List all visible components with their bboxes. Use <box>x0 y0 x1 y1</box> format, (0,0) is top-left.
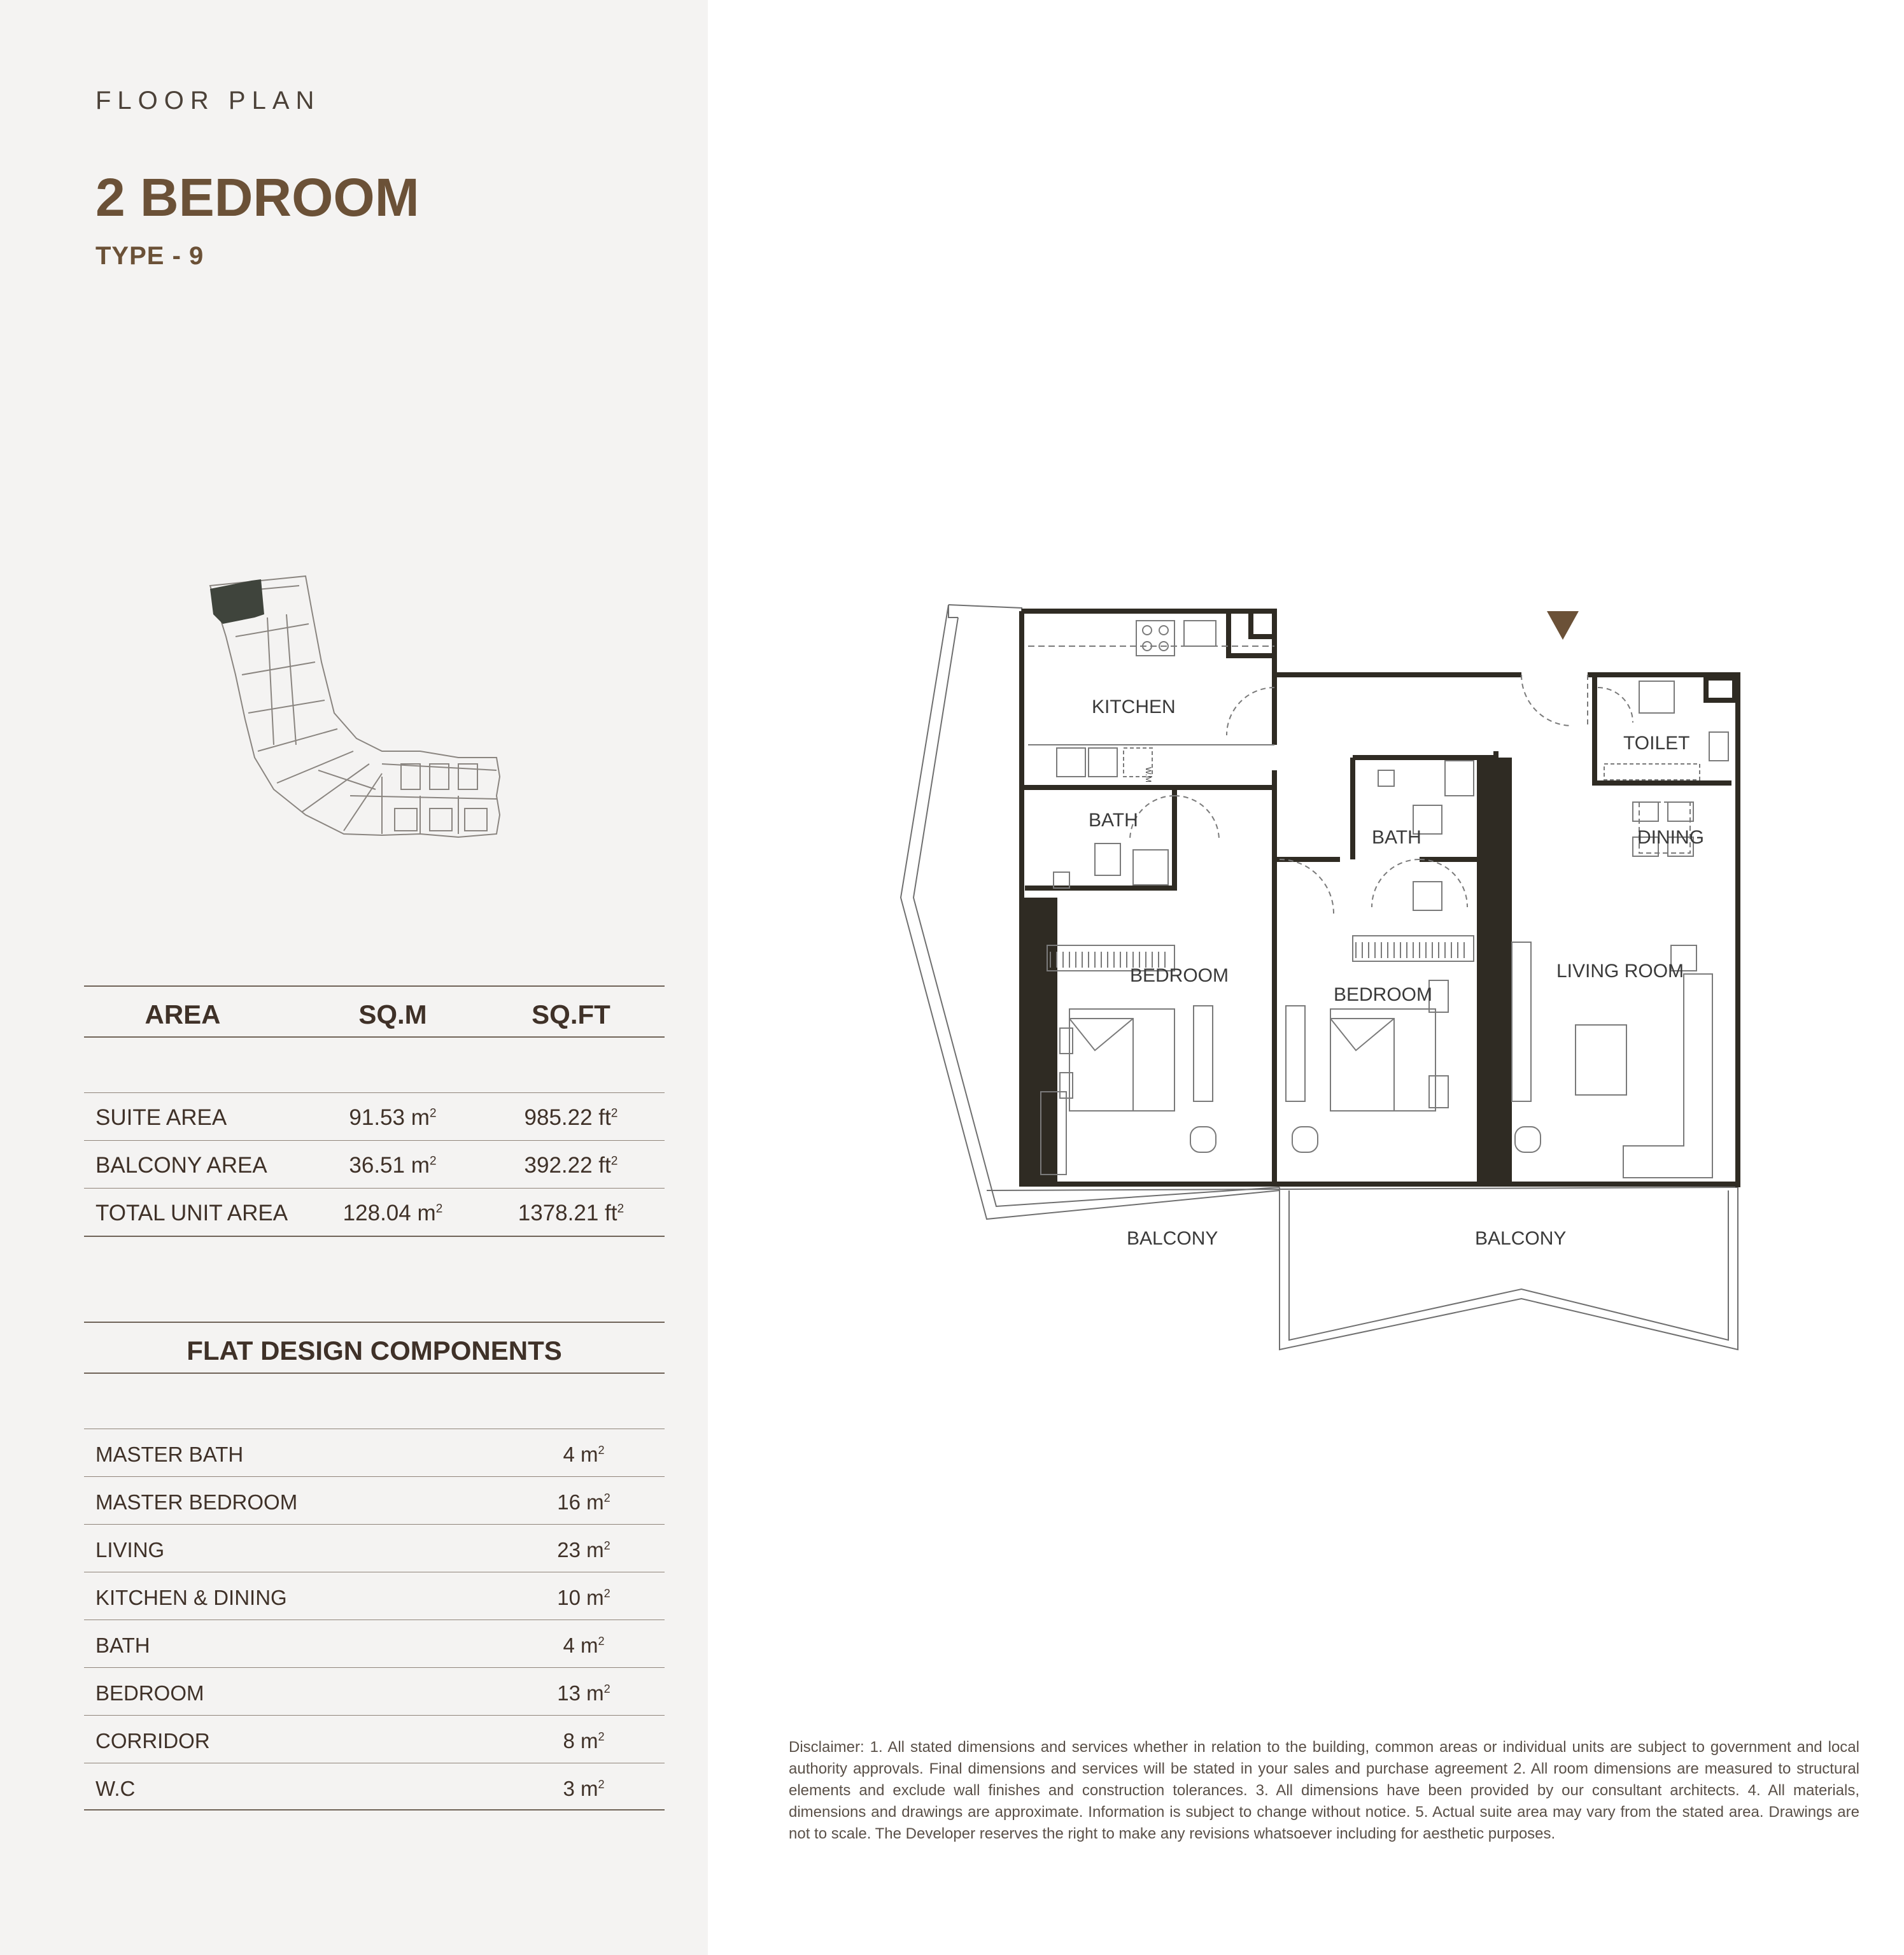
divider <box>84 1373 665 1374</box>
room-label-balcony: BALCONY <box>1475 1228 1567 1249</box>
divider <box>84 1188 665 1189</box>
washing-machine-label: W.M <box>1144 767 1153 782</box>
suite-area-sqft: 985.22 $ft^2$ <box>524 1105 618 1130</box>
divider <box>84 1667 665 1668</box>
component-label: BATH <box>95 1634 150 1657</box>
eyebrow-label: FLOOR PLAN <box>95 87 321 115</box>
highlighted-unit <box>210 579 264 624</box>
divider <box>84 1322 665 1323</box>
area-table <box>84 985 665 1240</box>
room-label-bedroom: BEDROOM <box>1130 965 1229 986</box>
room-label-kitchen: KITCHEN <box>1092 696 1176 717</box>
divider <box>84 1236 665 1237</box>
balcony-area-label: BALCONY AREA <box>95 1153 267 1178</box>
entrance-arrow-icon <box>1547 611 1579 640</box>
sqft-header: SQ.FT <box>532 999 610 1029</box>
component-value: 16 $m^2$ <box>557 1490 610 1514</box>
room-label-balcony: BALCONY <box>1127 1228 1218 1249</box>
component-value: 8 $m^2$ <box>563 1729 605 1753</box>
total-area-sqft: 1378.21 $ft^2$ <box>518 1201 624 1225</box>
total-area-label: TOTAL UNIT AREA <box>95 1201 288 1225</box>
component-value: 10 $m^2$ <box>557 1586 610 1609</box>
divider <box>84 1140 665 1141</box>
page-title: 2 BEDROOM <box>95 167 420 227</box>
divider <box>84 1476 665 1477</box>
component-value: 13 $m^2$ <box>557 1681 610 1705</box>
wall-block <box>1022 898 1057 1184</box>
component-label: BEDROOM <box>95 1681 204 1705</box>
unit-type-label: TYPE - 9 <box>95 242 204 270</box>
floor-plan <box>885 592 1763 1356</box>
component-value: 4 $m^2$ <box>563 1443 605 1466</box>
disclaimer-text: Disclaimer: 1. All stated dimensions and services whether in relation to the building, common areas or individual units are subject to government and local authority approvals. Final dimensions and services will be stated in your sales and purchase agreement 2. All room dimensions are measured to structural elements and exclude wall finishes and construction tolerances. 3. All dimensions have been provided by our consultant architects. 4. All materials, dimensions and drawings are approximate. Information is subject to change without notice. 5. Actual suite area may vary from the stated area. Drawings are not to scale. The Developer reserves the right to make any revisions whatsoever including for aesthetic purposes. <box>789 1739 1859 1842</box>
component-value: 3 $m^2$ <box>563 1777 605 1800</box>
components-title: FLAT DESIGN COMPONENTS <box>187 1336 562 1366</box>
room-label-living: LIVING ROOM <box>1556 961 1684 982</box>
divider <box>84 1715 665 1716</box>
suite-area-sqm: 91.53 $m^2$ <box>349 1105 437 1130</box>
components-table <box>84 1322 665 1812</box>
component-value: 4 $m^2$ <box>563 1634 605 1657</box>
component-label: LIVING <box>95 1538 165 1562</box>
shaft <box>1706 678 1735 700</box>
divider <box>84 1036 665 1038</box>
component-label: MASTER BEDROOM <box>95 1490 298 1514</box>
room-label-bath: BATH <box>1372 827 1421 848</box>
sqm-header: SQ.M <box>358 999 427 1029</box>
component-label: W.C <box>95 1777 136 1800</box>
component-value: 23 $m^2$ <box>557 1538 610 1562</box>
balcony-area-sqm: 36.51 $m^2$ <box>349 1153 437 1178</box>
divider <box>84 985 665 987</box>
balcony-area-sqft: 392.22 $ft^2$ <box>524 1153 618 1178</box>
suite-area-label: SUITE AREA <box>95 1105 227 1130</box>
room-label-toilet: TOILET <box>1623 733 1690 754</box>
wall-block <box>1477 758 1512 1184</box>
info-panel <box>0 0 708 1955</box>
room-label-bath: BATH <box>1089 810 1138 831</box>
divider <box>84 1092 665 1093</box>
key-plan-diagram <box>191 554 522 885</box>
area-header: AREA <box>145 999 221 1029</box>
component-label: CORRIDOR <box>95 1729 210 1753</box>
room-label-bedroom: BEDROOM <box>1334 984 1433 1005</box>
divider <box>84 1524 665 1525</box>
total-area-sqm: 128.04 $m^2$ <box>342 1201 443 1225</box>
component-label: MASTER BATH <box>95 1443 244 1466</box>
component-label: KITCHEN & DINING <box>95 1586 287 1609</box>
shaft <box>1251 611 1274 637</box>
divider <box>84 1809 665 1810</box>
room-label-dining: DINING <box>1637 827 1704 848</box>
